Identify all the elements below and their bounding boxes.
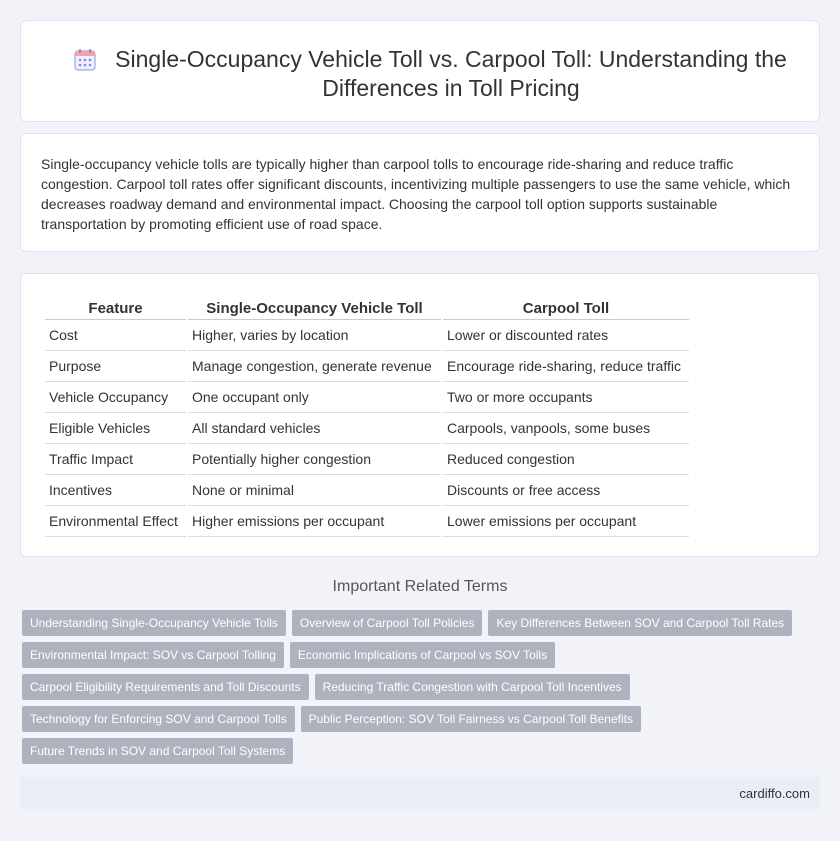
table-cell-carpool: Two or more occupants — [443, 382, 689, 413]
table-row — [45, 444, 689, 475]
table-cell-feature: Purpose — [45, 351, 186, 382]
table-cell-carpool: Reduced congestion — [443, 444, 689, 475]
table-cell-feature: Cost — [45, 320, 186, 351]
table-cell-sov: All standard vehicles — [188, 413, 441, 444]
table-cell-sov: Higher, varies by location — [188, 320, 441, 351]
intro-card — [20, 133, 820, 252]
related-term-tag[interactable]: Economic Implications of Carpool vs SOV Tolls — [290, 642, 555, 668]
related-term-tag[interactable]: Understanding Single-Occupancy Vehicle Tolls — [22, 610, 286, 636]
related-term-tag[interactable]: Environmental Impact: SOV vs Carpool Tolling — [22, 642, 284, 668]
table-row — [45, 320, 689, 351]
column-header-feature: Feature — [45, 294, 186, 320]
table-cell-sov: Potentially higher congestion — [188, 444, 441, 475]
table-header-row — [45, 294, 689, 320]
table-cell-feature: Vehicle Occupancy — [45, 382, 186, 413]
table-cell-feature: Traffic Impact — [45, 444, 186, 475]
table-cell-carpool: Lower or discounted rates — [443, 320, 689, 351]
table-row — [45, 506, 689, 537]
table-row — [45, 382, 689, 413]
related-terms-list — [22, 610, 802, 764]
comparison-table — [43, 294, 691, 537]
related-terms-heading: Important Related Terms — [332, 578, 508, 595]
table-cell-sov: Manage congestion, generate revenue — [188, 351, 441, 382]
page-title: Single-Occupancy Vehicle Toll vs. Carpool Toll: Understanding the Differences in Toll Pricing — [115, 46, 787, 101]
table-cell-carpool: Discounts or free access — [443, 475, 689, 506]
table-cell-sov: None or minimal — [188, 475, 441, 506]
table-cell-sov: One occupant only — [188, 382, 441, 413]
related-term-tag[interactable]: Overview of Carpool Toll Policies — [292, 610, 483, 636]
footer-site-link[interactable]: cardiffo.com — [739, 786, 810, 801]
related-term-tag[interactable]: Carpool Eligibility Requirements and Toll Discounts — [22, 674, 309, 700]
related-term-tag[interactable]: Future Trends in SOV and Carpool Toll Systems — [22, 738, 293, 764]
table-cell-carpool: Carpools, vanpools, some buses — [443, 413, 689, 444]
table-cell-carpool: Lower emissions per occupant — [443, 506, 689, 537]
related-term-tag[interactable]: Reducing Traffic Congestion with Carpool Toll Incentives — [315, 674, 630, 700]
related-term-tag[interactable]: Technology for Enforcing SOV and Carpool Tolls — [22, 706, 295, 732]
footer — [20, 777, 820, 809]
table-cell-carpool: Encourage ride-sharing, reduce traffic — [443, 351, 689, 382]
table-row — [45, 413, 689, 444]
table-row — [45, 351, 689, 382]
comparison-card — [20, 273, 820, 557]
intro-paragraph: Single-occupancy vehicle tolls are typically higher than carpool tolls to encourage ride-sharing and reduce traffic congestion. Carpool toll rates offer significant discounts, incentivizing multiple passengers to use the same vehicle, which decreases roadway demand and environmental impact. Choosing the carpool toll option supports sustainable transportation by promoting efficient use of road space. — [41, 156, 791, 232]
table-cell-feature: Incentives — [45, 475, 186, 506]
table-cell-sov: Higher emissions per occupant — [188, 506, 441, 537]
related-term-tag[interactable]: Key Differences Between SOV and Carpool Toll Rates — [488, 610, 792, 636]
table-row — [45, 475, 689, 506]
column-header-sov-toll: Single-Occupancy Vehicle Toll — [188, 294, 441, 320]
related-term-tag[interactable]: Public Perception: SOV Toll Fairness vs Carpool Toll Benefits — [301, 706, 641, 732]
table-cell-feature: Eligible Vehicles — [45, 413, 186, 444]
header-card — [20, 20, 820, 122]
table-cell-feature: Environmental Effect — [45, 506, 186, 537]
column-header-carpool-toll: Carpool Toll — [443, 294, 689, 320]
